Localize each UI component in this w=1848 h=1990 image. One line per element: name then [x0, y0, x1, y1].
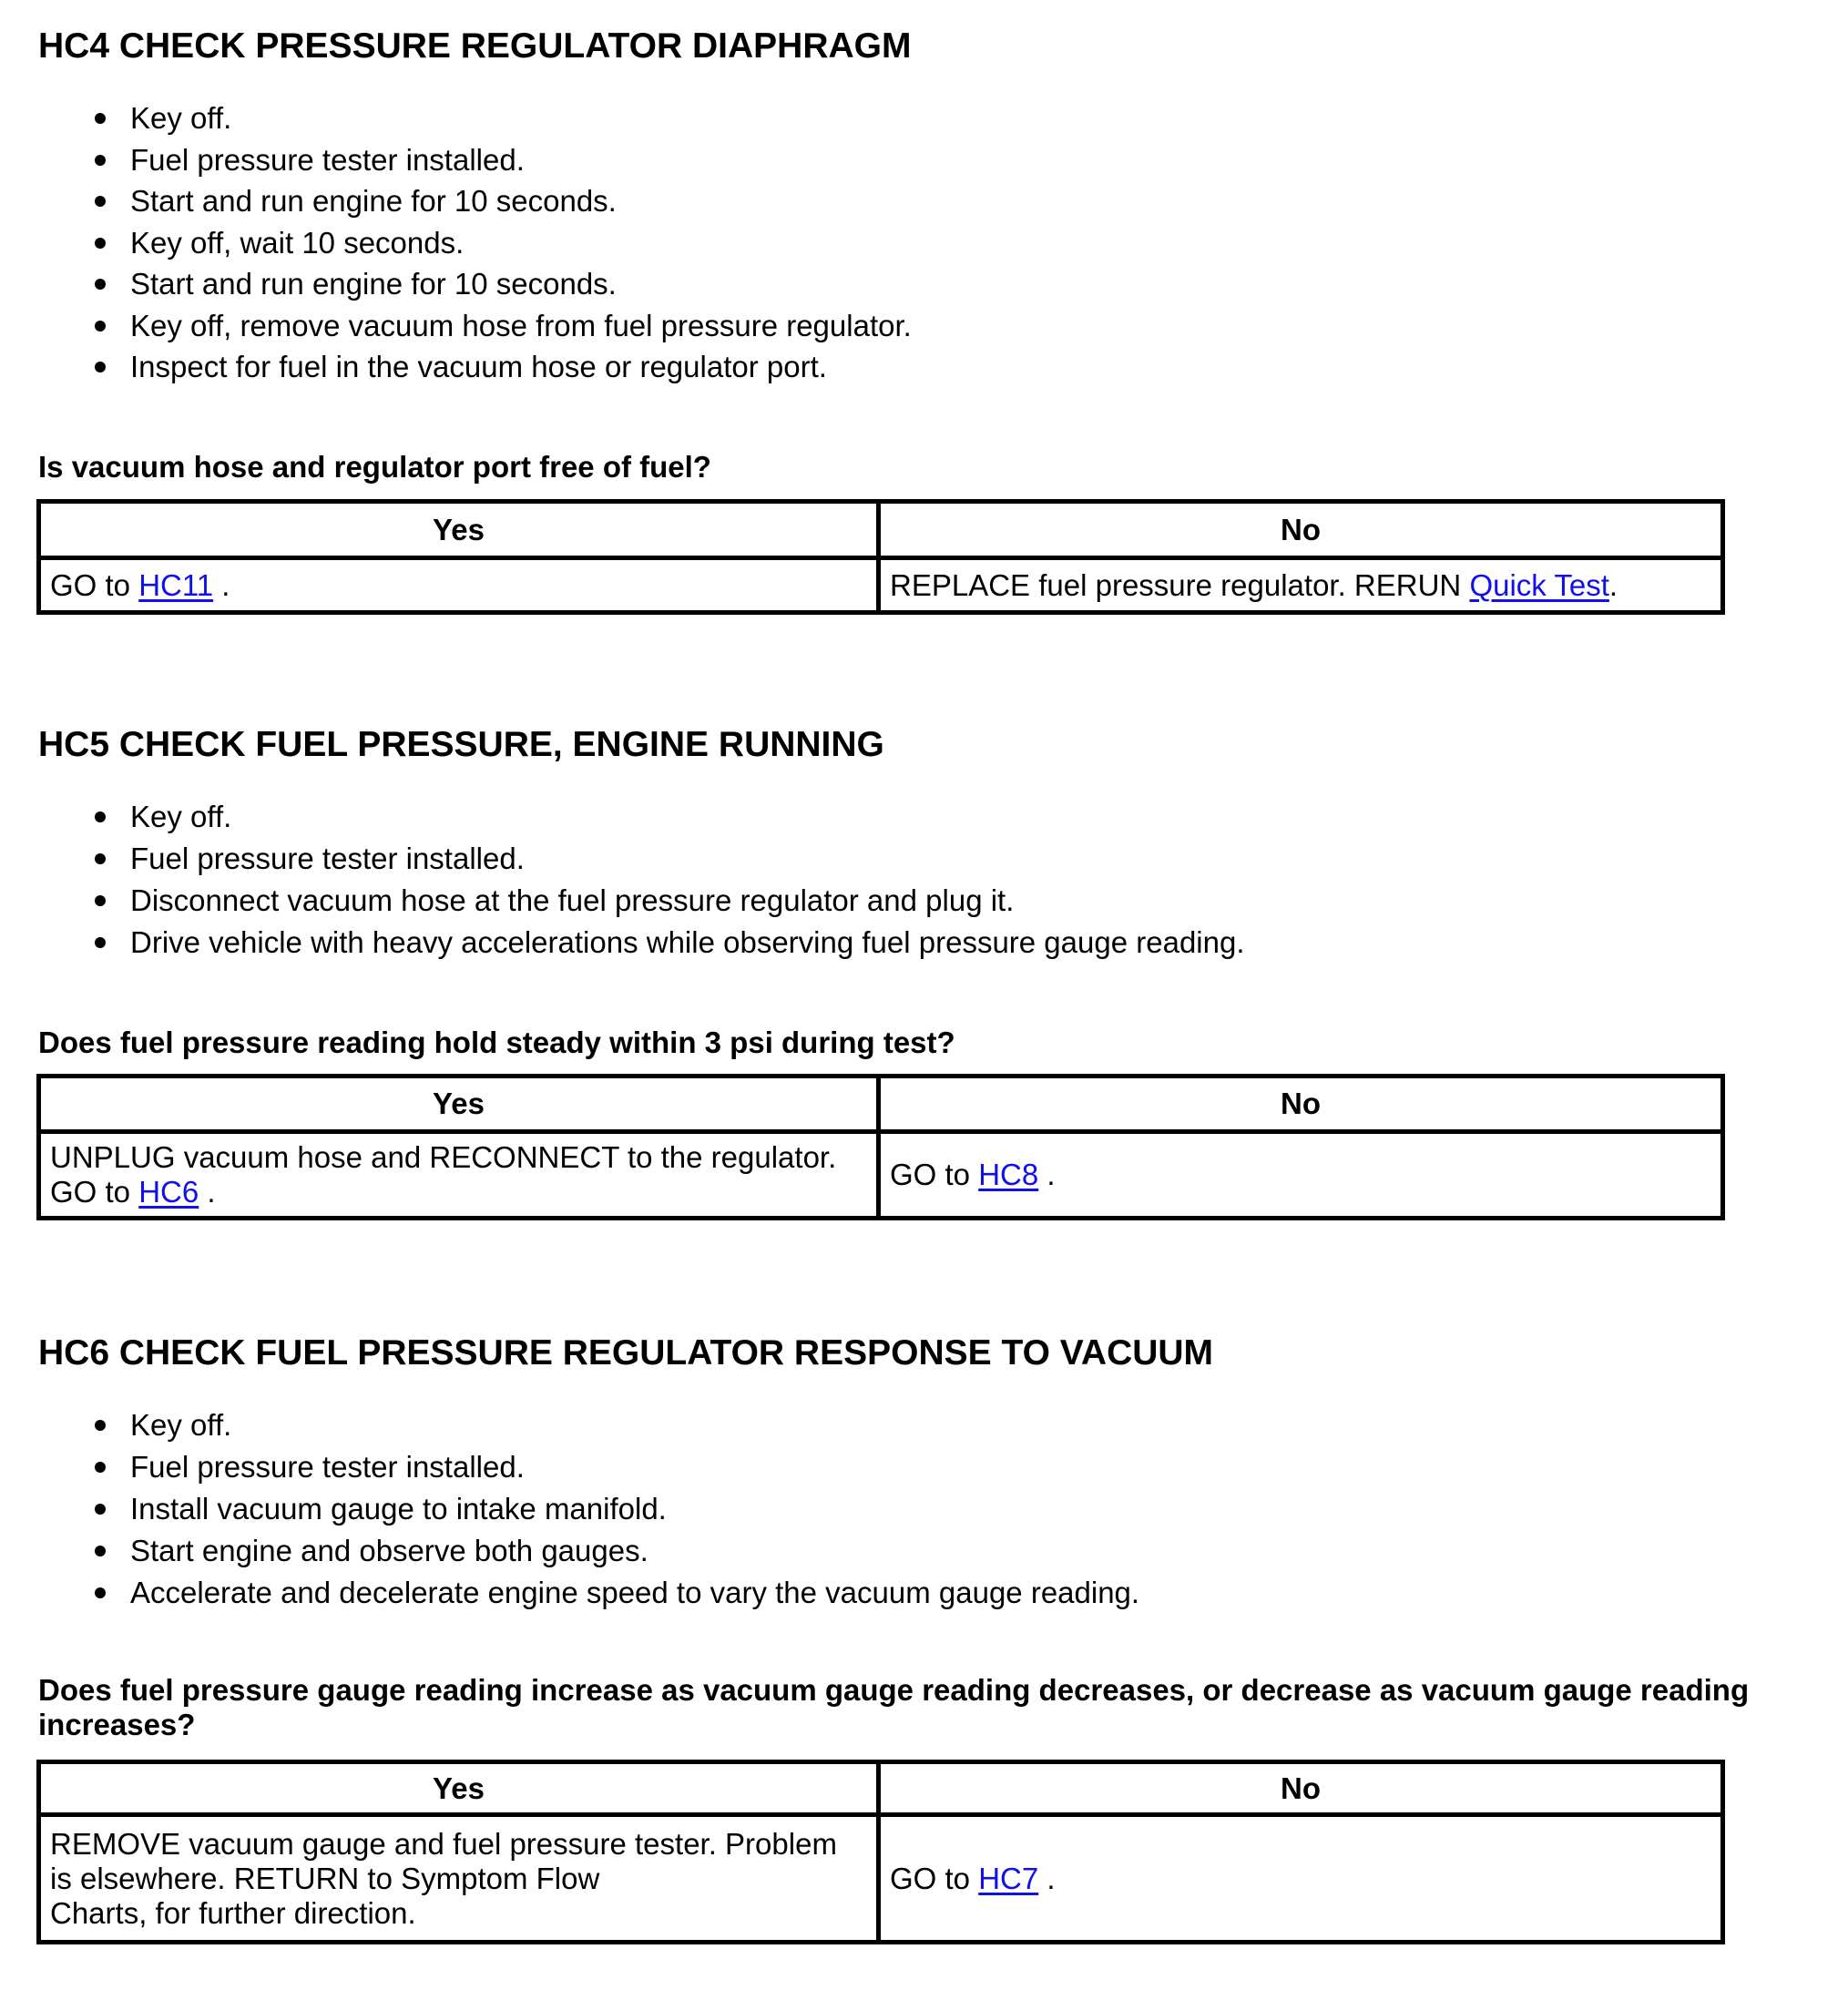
- no-header: No: [879, 502, 1723, 558]
- yes-cell: REMOVE vacuum gauge and fuel pressure tester. Problem is elsewhere. RETURN to Symptom Flow Charts, for further direction.: [39, 1815, 879, 1943]
- bullet-icon: [95, 279, 106, 290]
- step-item: Fuel pressure tester installed.: [38, 1446, 1823, 1488]
- section-hc6: [38, 1332, 1823, 1374]
- bullet-icon: [95, 811, 106, 822]
- step-item: Install vacuum gauge to intake manifold.: [38, 1488, 1823, 1530]
- bullet-icon: [95, 895, 106, 906]
- link-hc6[interactable]: HC6: [138, 1175, 199, 1209]
- step-item: Key off, remove vacuum hose from fuel pressure regulator.: [38, 305, 1823, 347]
- bullet-icon: [95, 1420, 106, 1431]
- bullet-icon: [95, 238, 106, 249]
- steps-list-hc4: [38, 97, 1823, 388]
- step-item: Key off.: [38, 97, 1823, 139]
- step-item: Start and run engine for 10 seconds.: [38, 180, 1823, 222]
- step-item: Fuel pressure tester installed.: [38, 838, 1823, 880]
- section-heading: HC5 CHECK FUEL PRESSURE, ENGINE RUNNING: [38, 725, 884, 764]
- bullet-icon: [95, 113, 106, 124]
- no-cell: GO to HC7 .: [879, 1815, 1723, 1943]
- bullet-icon: [95, 1504, 106, 1515]
- step-item: Start and run engine for 10 seconds.: [38, 263, 1823, 305]
- step-item: Key off, wait 10 seconds.: [38, 222, 1823, 264]
- steps-list-hc5: [38, 796, 1823, 964]
- bullet-icon: [95, 853, 106, 864]
- step-item: Accelerate and decelerate engine speed to vary the vacuum gauge reading.: [38, 1572, 1823, 1614]
- yes-header: Yes: [39, 502, 879, 558]
- question-text: Is vacuum hose and regulator port free of fuel?: [38, 450, 711, 484]
- link-hc7[interactable]: HC7: [978, 1861, 1039, 1895]
- question-text: Does fuel pressure reading hold steady within 3 psi during test?: [38, 1026, 955, 1059]
- question-text: Does fuel pressure gauge reading increase as vacuum gauge reading decreases, or decrease as vacuum gauge reading increases?: [38, 1673, 1750, 1741]
- steps-list-hc6: [38, 1404, 1823, 1614]
- yes-header: Yes: [39, 1762, 879, 1815]
- link-hc8[interactable]: HC8: [978, 1158, 1039, 1191]
- yes-cell: GO to HC11 .: [39, 558, 879, 613]
- step-item: Inspect for fuel in the vacuum hose or regulator port.: [38, 346, 1823, 388]
- yes-cell: UNPLUG vacuum hose and RECONNECT to the regulator. GO to HC6 .: [39, 1132, 879, 1219]
- section-hc5: [38, 724, 1823, 766]
- bullet-icon: [95, 155, 106, 166]
- link-quick-test[interactable]: Quick Test: [1469, 567, 1609, 602]
- decision-table-hc5: [36, 1074, 1725, 1220]
- no-header: No: [879, 1077, 1723, 1132]
- link-hc11[interactable]: HC11: [138, 567, 214, 602]
- step-item: Drive vehicle with heavy accelerations while observing fuel pressure gauge reading.: [38, 922, 1823, 964]
- question-hc6: [38, 1673, 1823, 1742]
- bullet-icon: [95, 321, 106, 332]
- yes-header: Yes: [39, 1077, 879, 1132]
- step-item: Start engine and observe both gauges.: [38, 1530, 1823, 1572]
- decision-table-hc4: [36, 499, 1725, 615]
- question-hc5: [38, 1026, 1823, 1060]
- section-heading: HC4 CHECK PRESSURE REGULATOR DIAPHRAGM: [38, 26, 912, 66]
- no-cell: GO to HC8 .: [879, 1132, 1723, 1219]
- no-cell: REPLACE fuel pressure regulator. RERUN Quick Test.: [879, 558, 1723, 613]
- bullet-icon: [95, 937, 106, 948]
- bullet-icon: [95, 1546, 106, 1556]
- step-item: Key off.: [38, 796, 1823, 838]
- bullet-icon: [95, 196, 106, 207]
- section-heading: HC6 CHECK FUEL PRESSURE REGULATOR RESPONSE TO VACUUM: [38, 1333, 1214, 1373]
- bullet-icon: [95, 362, 106, 372]
- step-item: Disconnect vacuum hose at the fuel pressure regulator and plug it.: [38, 880, 1823, 922]
- decision-table-hc6: [36, 1760, 1725, 1944]
- bullet-icon: [95, 1587, 106, 1598]
- section-hc4: [38, 26, 1823, 67]
- bullet-icon: [95, 1462, 106, 1473]
- step-item: Fuel pressure tester installed.: [38, 139, 1823, 181]
- step-item: Key off.: [38, 1404, 1823, 1446]
- question-hc4: [38, 450, 1823, 485]
- no-header: No: [879, 1762, 1723, 1815]
